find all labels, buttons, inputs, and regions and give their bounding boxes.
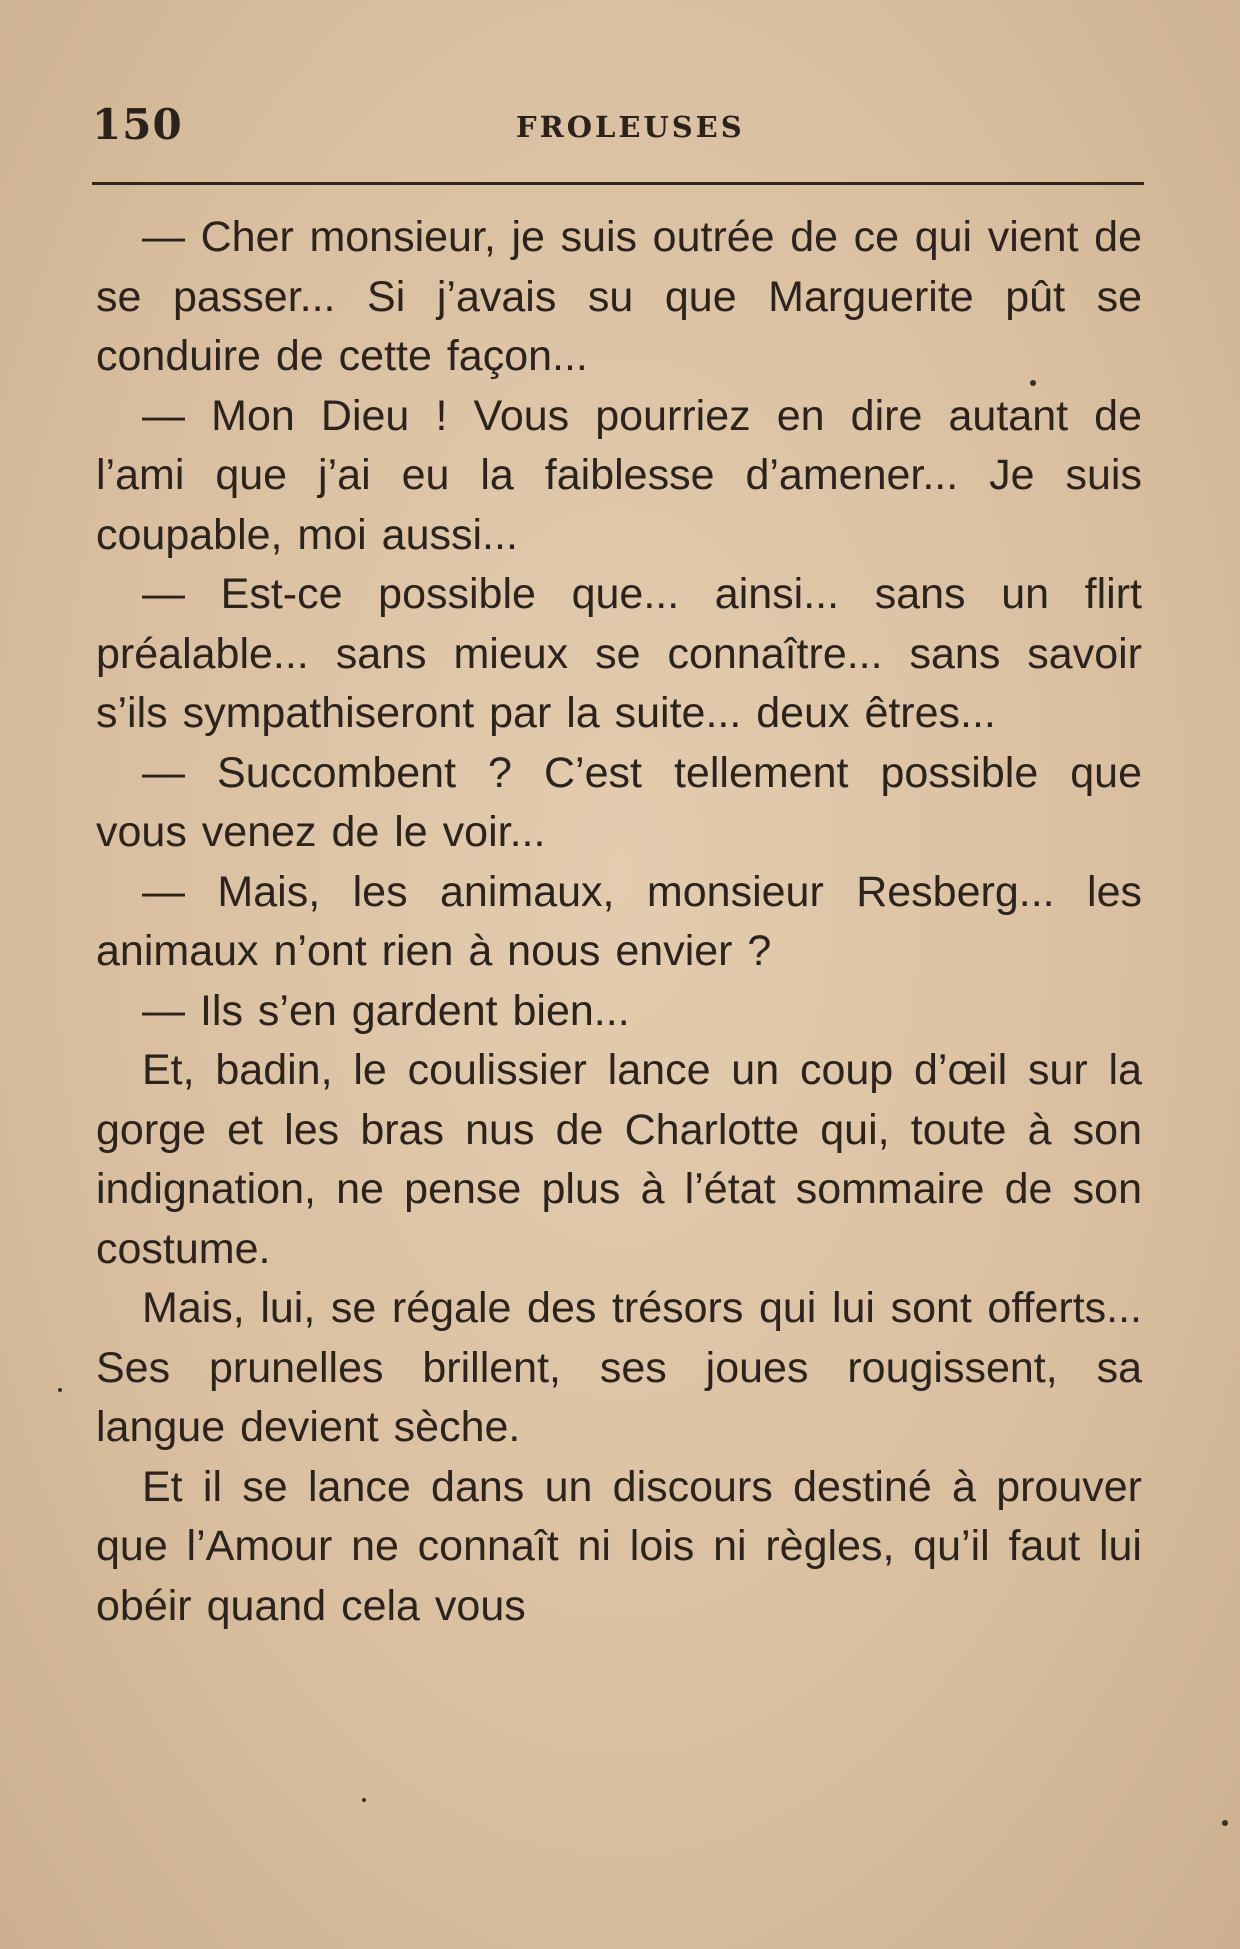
paper-speck: [1030, 380, 1036, 386]
paragraph-9: Et il se lance dans un discours destiné à prouver que l’Amour ne connaît ni lois ni règles, qu’il faut lui obéir quand cela vous: [96, 1462, 1142, 1630]
paragraph-5: — Mais, les animaux, monsieur Resberg... les animaux n’ont rien à nous envier ?: [96, 867, 1142, 975]
paragraph-8: Mais, lui, se régale des trésors qui lui sont offerts... Ses prunelles brillent, ses joues rougissent, sa langue devient sèche.: [96, 1284, 1142, 1451]
body-text: [96, 208, 1142, 1636]
paper-speck: [1222, 1820, 1228, 1826]
page-header: [92, 100, 1144, 150]
paragraph-2: — Mon Dieu ! Vous pourriez en dire autant de l’ami que j’ai eu la faiblesse d’amener... Je suis coupable, moi aussi...: [96, 391, 1142, 559]
paragraph-4: — Succombent ? C’est tellement possible que vous venez de le voir...: [96, 748, 1142, 856]
paragraph-7: Et, badin, le coulissier lance un coup d’œil sur la gorge et les bras nus de Charlotte qui, toute à son indignation, ne pense plus à l’état sommaire de son costume.: [96, 1046, 1142, 1273]
paragraph-1: — Cher monsieur, je suis outrée de ce qui vient de se passer... Si j’avais su que Marguerite pût se conduire de cette façon...: [96, 213, 1142, 380]
header-rule: [92, 182, 1144, 185]
paragraph-6: — Ils s’en gardent bien...: [142, 986, 630, 1035]
running-title: FROLEUSES: [516, 110, 745, 144]
paper-speck: [362, 1798, 366, 1802]
page-number: 150: [92, 100, 183, 149]
paper-speck: [58, 1388, 62, 1392]
paragraph-3: — Est-ce possible que... ainsi... sans un flirt préalable... sans mieux se connaître... sans savoir s’ils sympathiseront par la suite... deux êtres...: [96, 570, 1142, 737]
